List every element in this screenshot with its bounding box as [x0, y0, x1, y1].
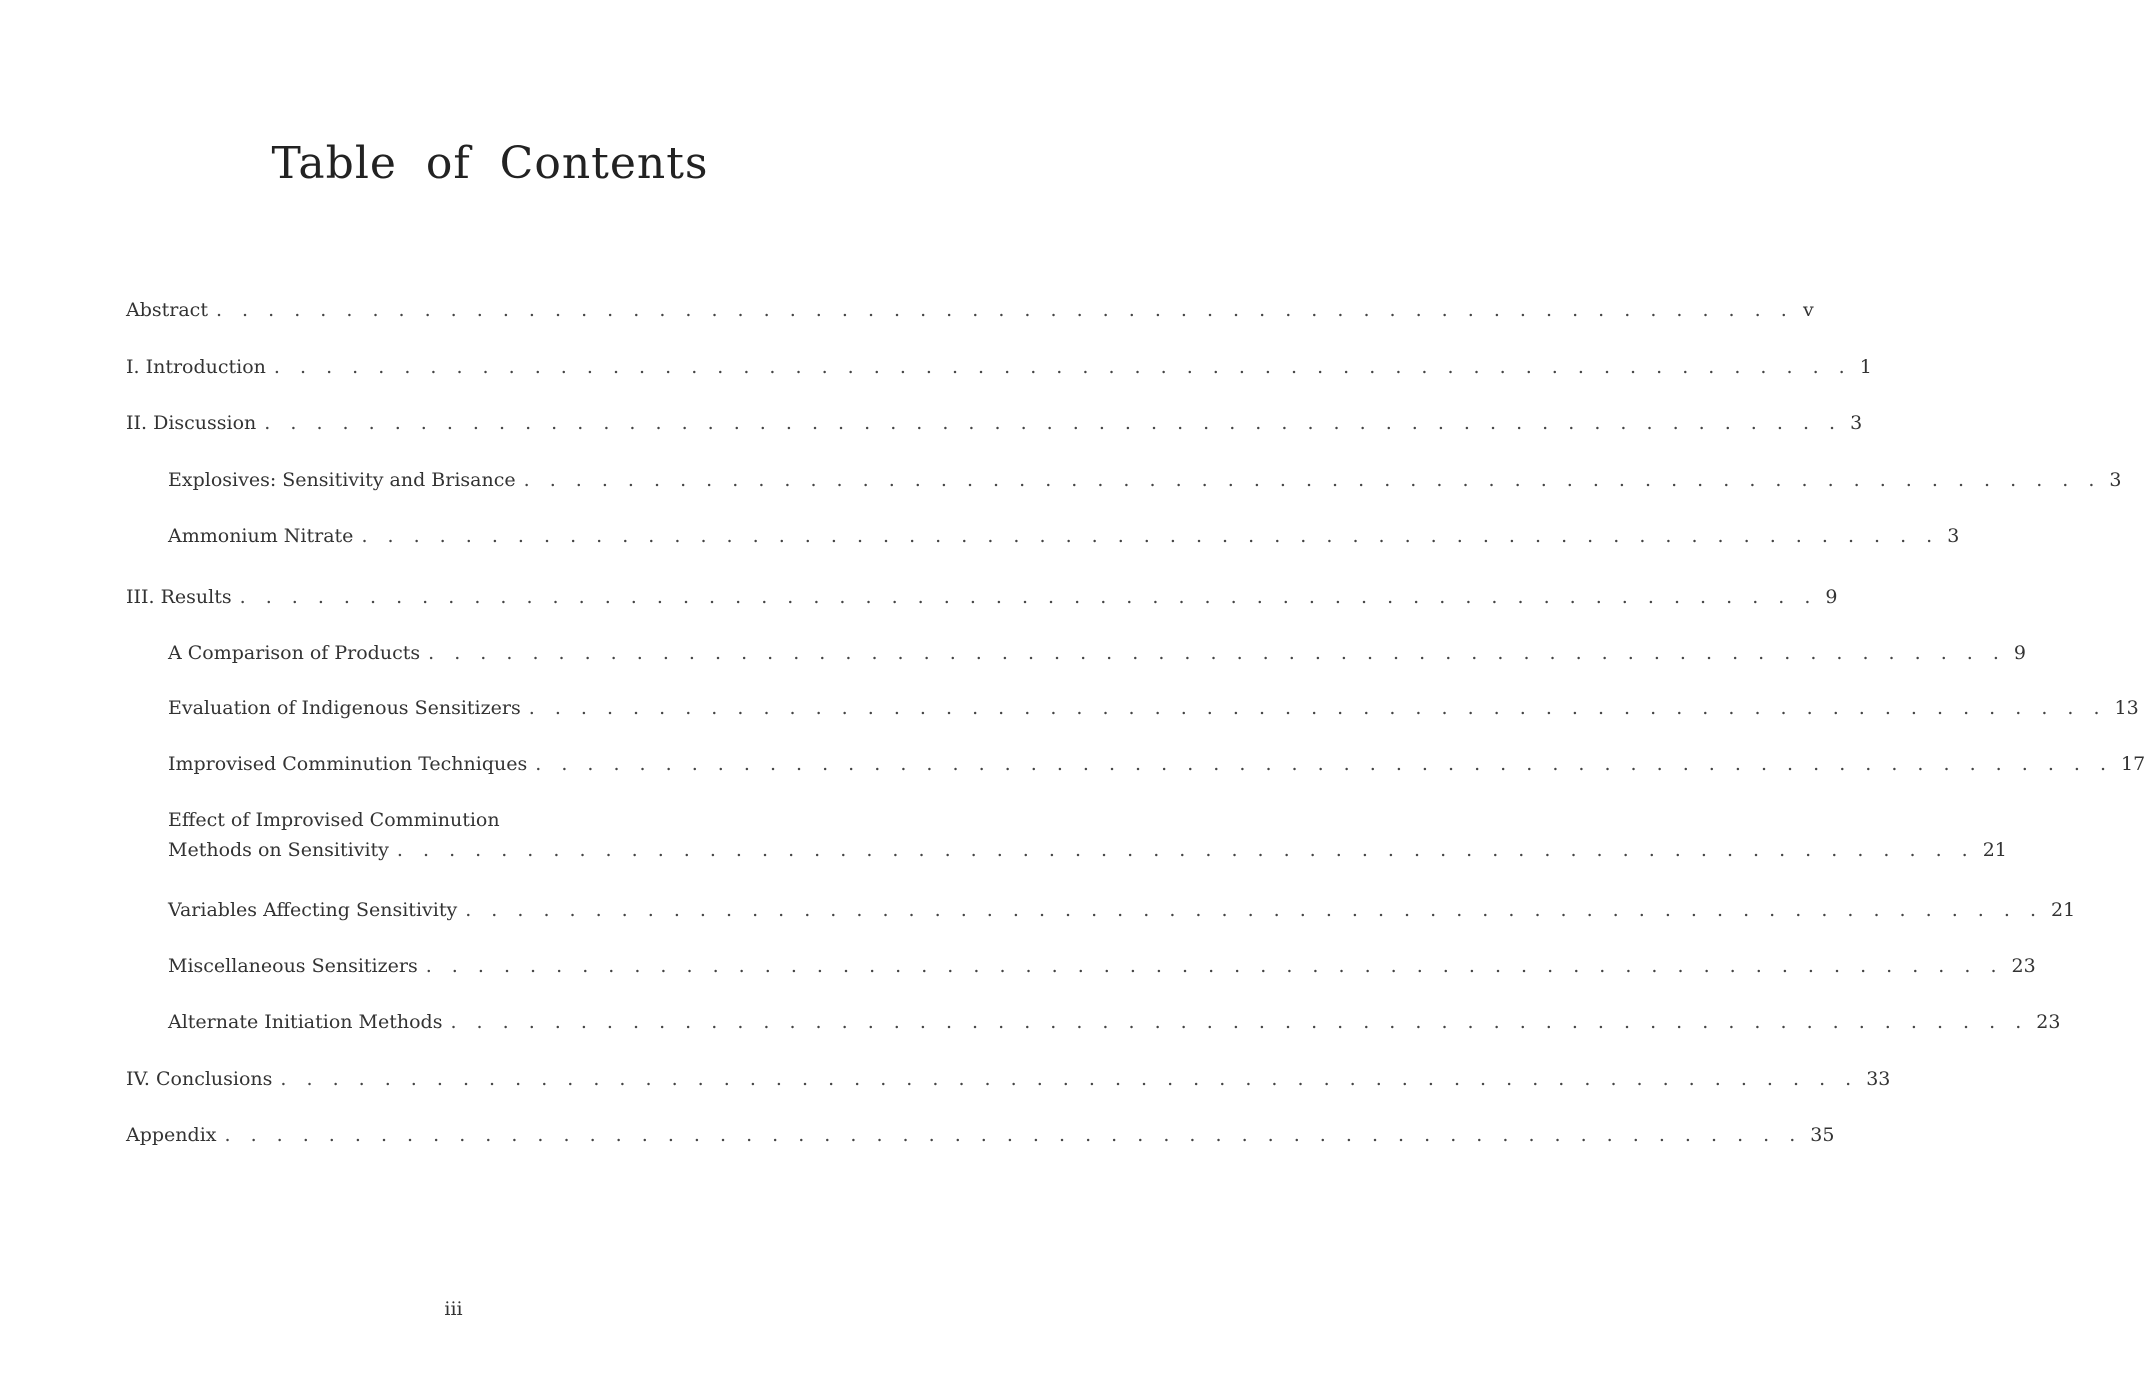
toc-entry-label: Evaluation of Indigenous Sensitizers: [168, 697, 521, 719]
toc-entry-comparison[interactable]: [168, 641, 2027, 665]
toc-entry-label: Methods on Sensitivity: [168, 839, 389, 861]
toc-entry-label: I. Introduction: [126, 356, 266, 378]
dot-leader: . . . . . . . . . . . . . . . . . . . . . . . . . . . . . . . . . . . . . . . . . . . . . . . . . . . . . . . . . . . . .: [396, 839, 1975, 861]
dot-leader: . . . . . . . . . . . . . . . . . . . . . . . . . . . . . . . . . . . . . . . . . . . . . . . . . . . . . . . . . . . . .: [224, 1124, 1803, 1146]
toc-entry-ammonium-nitrate[interactable]: [168, 524, 1960, 548]
toc-entry-label: Alternate Initiation Methods: [168, 1011, 443, 1033]
dot-leader: . . . . . . . . . . . . . . . . . . . . . . . . . . . . . . . . . . . . . . . . . . . . . . . . . . . . . . . . . . . . .: [264, 412, 1843, 434]
toc-entry-page: 3: [1850, 412, 1863, 434]
toc-entry-label: Appendix: [126, 1124, 217, 1146]
toc-entry-label-line1[interactable]: Effect of Improvised Comminution: [168, 809, 500, 831]
toc-entry-label: Ammonium Nitrate: [168, 525, 354, 547]
toc-entry-page: 21: [1982, 839, 2007, 861]
toc-entry-label: Improvised Comminution Techniques: [168, 753, 528, 775]
toc-entry-page: 23: [2011, 955, 2036, 977]
toc-entry-page: 9: [2013, 642, 2027, 664]
toc-entry-page: 1: [1859, 356, 1872, 378]
toc-entry-results[interactable]: [126, 585, 1838, 609]
dot-leader: . . . . . . . . . . . . . . . . . . . . . . . . . . . . . . . . . . . . . . . . . . . . . . . . . . . . . . . . . . . . .: [528, 697, 2107, 719]
dot-leader: . . . . . . . . . . . . . . . . . . . . . . . . . . . . . . . . . . . . . . . . . . . . . . . . . . . . . . . . . . . . .: [465, 899, 2043, 921]
toc-entry-appendix[interactable]: [126, 1123, 1835, 1147]
toc-entry-label: A Comparison of Products: [168, 642, 421, 664]
dot-leader: . . . . . . . . . . . . . . . . . . . . . . . . . . . . . . . . . . . . . . . . . . . . . . . . . . . . . . . . . . . . .: [425, 955, 2004, 977]
toc-entry-label: II. Discussion: [126, 412, 257, 434]
toc-entry-initiation-methods[interactable]: [168, 1010, 2061, 1034]
dot-leader: . . . . . . . . . . . . . . . . . . . . . . . . . . . . . . . . . . . . . . . . . . . . . . . . . . . . . . . . . . . . .: [215, 299, 1794, 321]
toc-entry-page: 3: [1947, 525, 1960, 547]
toc-entry-comminution-effect[interactable]: [168, 838, 2007, 862]
toc-entry-page: 3: [2109, 469, 2122, 491]
dot-leader: . . . . . . . . . . . . . . . . . . . . . . . . . . . . . . . . . . . . . . . . . . . . . . . . . . . . . . . . . . . . .: [535, 753, 2114, 775]
toc-entry-abstract[interactable]: [126, 298, 1814, 322]
dot-leader: . . . . . . . . . . . . . . . . . . . . . . . . . . . . . . . . . . . . . . . . . . . . . . . . . . . . . . . . . . . . .: [523, 469, 2102, 491]
toc-entry-indigenous-sensitizers[interactable]: [168, 696, 2139, 720]
dot-leader: . . . . . . . . . . . . . . . . . . . . . . . . . . . . . . . . . . . . . . . . . . . . . . . . . . . . . . . . . . . . .: [450, 1011, 2029, 1033]
toc-entry-label: Miscellaneous Sensitizers: [168, 955, 418, 977]
dot-leader: . . . . . . . . . . . . . . . . . . . . . . . . . . . . . . . . . . . . . . . . . . . . . . . . . . . . . . . . . . . . .: [361, 525, 1940, 547]
toc-entry-page: 13: [2114, 697, 2139, 719]
toc-entry-conclusions[interactable]: [126, 1067, 1891, 1091]
toc-entry-variables[interactable]: [168, 898, 2076, 922]
toc-entry-discussion[interactable]: [126, 411, 1863, 435]
dot-leader: . . . . . . . . . . . . . . . . . . . . . . . . . . . . . . . . . . . . . . . . . . . . . . . . . . . . . . . . . . . . .: [428, 642, 2006, 664]
toc-entry-introduction[interactable]: [126, 355, 1872, 379]
toc-entry-page: 23: [2036, 1011, 2061, 1033]
toc-entry-explosives[interactable]: [168, 468, 2122, 492]
toc-entry-label: Abstract: [126, 299, 208, 321]
toc-entry-page: 35: [1810, 1124, 1835, 1146]
toc-entry-page: 17: [2121, 753, 2145, 775]
dot-leader: . . . . . . . . . . . . . . . . . . . . . . . . . . . . . . . . . . . . . . . . . . . . . . . . . . . . . . . . . . . . .: [239, 586, 1818, 608]
toc-entry-label: IV. Conclusions: [126, 1068, 273, 1090]
toc-entry-comminution-techniques[interactable]: [168, 752, 2145, 776]
toc-entry-page: v: [1803, 299, 1814, 321]
toc-entry-label: Explosives: Sensitivity and Brisance: [168, 469, 516, 491]
toc-entry-misc-sensitizers[interactable]: [168, 954, 2036, 978]
page-number-footer: iii: [444, 1298, 463, 1320]
toc-entry-label: Variables Affecting Sensitivity: [168, 899, 458, 921]
dot-leader: . . . . . . . . . . . . . . . . . . . . . . . . . . . . . . . . . . . . . . . . . . . . . . . . . . . . . . . . . . . . .: [280, 1068, 1859, 1090]
page-title: Table of Contents: [271, 138, 709, 189]
dot-leader: . . . . . . . . . . . . . . . . . . . . . . . . . . . . . . . . . . . . . . . . . . . . . . . . . . . . . . . . . . . . .: [273, 356, 1852, 378]
toc-entry-label: III. Results: [126, 586, 232, 608]
toc-entry-page: 33: [1866, 1068, 1891, 1090]
toc-entry-page: 21: [2051, 899, 2076, 921]
toc-entry-page: 9: [1825, 586, 1838, 608]
